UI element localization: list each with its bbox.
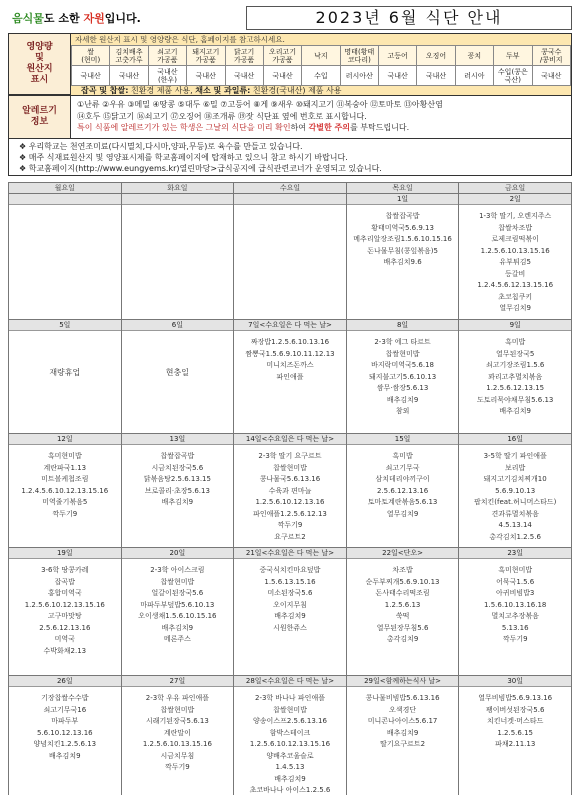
warning-text: 하여 [290, 123, 309, 132]
origin-allergy-panel [8, 33, 572, 95]
menu-items: 2-3학 딸기 요구르트 찹쌀현미밥 콩나물국5.6.13.16 수육과 편마늘 1.2.5.6.10.12.13.16 파인애플1.2.5.6.12.13 깍두기9 요구르트2 [253, 452, 327, 541]
menu-items: 찹쌀잡곡밥 황태미역국5.6.9.13 메추리알장조림1.5.6.10.15.16 돈나물무침(콩잎볶음)5 배추김치9.6 [353, 212, 452, 266]
day-label: 5일 [9, 320, 121, 331]
menu-day-cell [459, 320, 572, 434]
menu-items: 콩나물비빔밥5.6.13.16 오색경단 미니콘나아이스5.6.17 배추김치9 딸기요구르트2 [365, 694, 440, 748]
menu-items: 3-6학 땅콩카레 잡곡밥 홍합미역국 1.2.5.6.10.12.13.15.16 고구마맛탕 2.5.6.12.13.16 미역국 수박화채2.13 [24, 566, 105, 655]
menu-items: 차조밥 순두부찌개5.6.9.10.13 돈사태수리떡조림 1.2.5.6.13 쑥떡 열무된장무침5.6 총각김치9 [365, 566, 440, 643]
slogan-part: 입니다. [104, 12, 141, 25]
origin-item-name: 오리고기 가공품 [263, 46, 301, 66]
day-label [122, 194, 234, 205]
day-label: 22일<단오> [347, 548, 459, 559]
menu-day-cell [346, 676, 459, 795]
menu-items [234, 205, 346, 213]
origin-item-value: 국내산 [379, 66, 417, 86]
origin-item-name: 콩국수 /콩비지 [532, 46, 571, 66]
menu-day-cell [459, 548, 572, 676]
menu-items: 현충일 [165, 368, 189, 377]
day-label: 2일 [459, 194, 571, 205]
menu-week-row [9, 320, 572, 434]
slogan-part: 도 소한 [43, 12, 84, 25]
allergy-warning [77, 122, 565, 134]
menu-items [9, 205, 121, 213]
weekday-header: 목요일 [346, 183, 459, 194]
menu-items: 1-3학 딸기, 오렌지주스 찹쌀차조밥 로제크림떡볶이1.2.5.6.10.13.15.16 유부튀김5 등갈비 1.2.4.5.6.12.13.15.16 초코칩쿠키 열무김치9 [477, 212, 554, 312]
warning-text: 특이 식품에 알레르기가 있는 학생은 그날의 식단을 미리 확인 [77, 123, 291, 132]
organic-grain-label: 잡곡 및 찹쌀: [81, 86, 129, 95]
origin-item-name: 꽁치 [455, 46, 493, 66]
origin-item-value: 수입(콩은 국산) [494, 66, 532, 86]
day-label: 28일<수요일은 다 먹는 날> [234, 676, 346, 687]
day-label: 9일 [459, 320, 571, 331]
menu-table [8, 182, 572, 795]
menu-items [122, 205, 234, 213]
day-label [9, 194, 121, 205]
day-label [234, 194, 346, 205]
page-title: 2023년 6월 식단 안내 [246, 6, 572, 30]
menu-day-cell [9, 434, 122, 548]
menu-week-row [9, 194, 572, 320]
allergy-line: ⑭호두 ⑮닭고기 ⑯쇠고기 ⑰오징어 ⑱조개류 ⑲잣 식단표 옆에 번호로 표시합니다. [77, 111, 367, 121]
menu-items: 중국식치킨마요덮밥 1.5.6.13.15.16 미소된장국5.6 오이지무침 배추김치9 시원한쥬스 [259, 566, 321, 632]
origin-item-value: 국내산 [225, 66, 263, 86]
menu-items: 열무비빔밥5.6.9.13.16 팽이버섯된장국5.6 치킨너겟·머스타드 1.2.5.6.15 파채2.11.13 [478, 694, 553, 748]
origin-item-name: 명태(황태 코다리) [340, 46, 378, 66]
weekday-header: 화요일 [121, 183, 234, 194]
origin-item-value: 러시아 [455, 66, 493, 86]
origin-item-name: 고등어 [379, 46, 417, 66]
origin-item-value: 수입 [302, 66, 340, 86]
day-label: 12일 [9, 434, 121, 445]
weekday-header: 월요일 [9, 183, 122, 194]
slogan-part: 자원 [83, 12, 105, 25]
menu-day-cell [9, 194, 122, 320]
organic-grain-text: 친환경 제품 사용, [128, 86, 196, 95]
day-label: 19일 [9, 548, 121, 559]
day-label: 13일 [122, 434, 234, 445]
origin-item-name: 오징어 [417, 46, 455, 66]
menu-day-cell [346, 434, 459, 548]
menu-items: 3-5학 딸기 파인애플 보리밥 돼지고기김치찌개10 5.6.9.10.13 팝치킨(feat.허니머스타드) 견과류멸치볶음 4.5.13.14 총각김치1.2.5.6 [474, 452, 557, 541]
weekday-header: 수요일 [234, 183, 347, 194]
menu-day-cell [234, 194, 347, 320]
origin-note: 자세한 원산지 표시 및 영양량은 식단, 홈페이지를 참고하시세요. [71, 34, 571, 45]
menu-day-cell [346, 548, 459, 676]
origin-item-name: 두부 [494, 46, 532, 66]
menu-day-cell [459, 434, 572, 548]
allergy-label: 알레르기 정보 [9, 96, 71, 138]
menu-items: 2-3학 에그 타르트 찹쌀현미밥 바지락미역국5.6.18 돼지불고기5.6.10.13 쌈무·쌈장5.6.13 배추김치9 참외 [368, 338, 437, 415]
menu-day-cell [346, 320, 459, 434]
origin-item-value: 국내산 [187, 66, 225, 86]
origin-label: 영양량 및 원산지 표시 [9, 34, 71, 94]
menu-items: 흑미현미밥 계란파국1.13 미트볼케첩조림 1.2.4.5.6.10.12.13.15.16 미역줄기볶음5 깍두기9 [21, 452, 109, 518]
day-label: 23일 [459, 548, 571, 559]
menu-week-row [9, 676, 572, 795]
origin-item-name: 닭고기 가공품 [225, 46, 263, 66]
menu-day-cell [121, 676, 234, 795]
menu-items: 재량휴업 [49, 368, 81, 377]
day-label: 20일 [122, 548, 234, 559]
menu-day-cell [234, 548, 347, 676]
origin-table [71, 45, 571, 86]
slogan-part: 음식물 [12, 12, 44, 25]
page-header [8, 4, 572, 34]
menu-items: 2-3학 우유 파인애플 찹쌀현미밥 시래기된장국5.6.13 계란말이 1.2.5.6.10.13.15.16 시금치무침 깍두기9 [142, 694, 212, 771]
day-label: 29일<함께하는식사 날> [347, 676, 459, 687]
origin-item-value: 국내산 [72, 66, 110, 86]
warning-text: 를 부탁드립니다. [349, 123, 410, 132]
organic-veg-label: 채소 및 과일류: [195, 86, 251, 95]
day-label: 16일 [459, 434, 571, 445]
menu-day-cell [346, 194, 459, 320]
day-label: 6일 [122, 320, 234, 331]
menu-day-cell [121, 320, 234, 434]
menu-day-cell [234, 434, 347, 548]
day-label: 26일 [9, 676, 121, 687]
origin-item-name: 김치배추 고춧가루 [110, 46, 148, 66]
day-label: 8일 [347, 320, 459, 331]
day-label: 14일<수요일은 다 먹는 날> [234, 434, 346, 445]
origin-item-name: 돼지고기 가공품 [187, 46, 225, 66]
organic-note [71, 85, 571, 95]
origin-item-value: 국내산 [263, 66, 301, 86]
menu-day-cell [234, 320, 347, 434]
menu-items: 기장찹쌀수수밥 쇠고기무국16 마파두부 5.6.10.12.13.16 양념치킨1.2.5.6.13 배추김치9 [33, 694, 97, 760]
day-label: 1일 [347, 194, 459, 205]
origin-item-name: 쌀 (현미) [72, 46, 110, 66]
menu-items: 흑미밥 쇠고기무국 삼치데리야끼구이 2.5.6.12.13.16 토마토계란볶음5.6.13 열무김치9 [367, 452, 438, 518]
origin-item-value: 러시아산 [340, 66, 378, 86]
menu-items: 2-3학 아이스크림 찹쌀현미밥 얼갈이된장국5.6 마파두부덮밥5.6.10.13 오이생채1.5.6.10.15.16 배추김치9 메론주스 [138, 566, 217, 643]
allergy-panel [8, 95, 572, 139]
organic-veg-text: 친환경(국내산) 제품 사용 [250, 86, 342, 95]
notice-item: ❖ 우리학교는 천연조미료(다시멸치,다시마,양파,무등)로 육수를 만들고 있습니다. [19, 142, 303, 151]
day-label: 27일 [122, 676, 234, 687]
menu-week-row [9, 548, 572, 676]
menu-items: 흑미밥 열무된장국5 쇠고기장조림1.5.6 꽈리고추멸치볶음 1.2.5.6.12.13.15 도토리묵야채무침5.6.13 배추김치9 [477, 338, 554, 415]
day-label: 7일<수요일은 다 먹는 날> [234, 320, 346, 331]
warning-emphasis: 각별한 주의 [308, 123, 350, 132]
menu-day-cell [121, 548, 234, 676]
origin-item-value: 국내산 [532, 66, 571, 86]
weekday-header: 금요일 [459, 183, 572, 194]
origin-item-name: 쇠고기 가공품 [148, 46, 186, 66]
day-label: 21일<수요일은 다 먹는 날> [234, 548, 346, 559]
origin-item-value: 국내산 [110, 66, 148, 86]
slogan [12, 10, 141, 26]
allergy-line: ①난류 ②우유 ③메밀 ④땅콩 ⑤대두 ⑥밀 ⑦고등어 ⑧게 ⑨새우 ⑩돼지고기 ⑪복숭아 ⑫토마토 ⑬아황산염 [77, 100, 443, 109]
menu-week-row [9, 434, 572, 548]
menu-day-cell [121, 434, 234, 548]
day-label: 30일 [459, 676, 571, 687]
origin-item-value: 국내산 (한우) [148, 66, 186, 86]
menu-day-cell [459, 194, 572, 320]
menu-day-cell [9, 676, 122, 795]
menu-items: 흑미현미밥 어묵국1.5.6 아귀비빔밥3 1.5.6.10.13.16.18 멸치고추장볶음 5.13.16 깍두기9 [484, 566, 547, 643]
menu-items: 찹쌀잡곡밥 시금치된장국5.6 닭볶음탕2.5.6.13.15 브로콜리·초장5.6.13 배추김치9 [143, 452, 211, 506]
notice-panel [8, 139, 572, 176]
origin-item-value: 국내산 [417, 66, 455, 86]
allergy-info [71, 96, 571, 138]
day-label: 15일 [347, 434, 459, 445]
notice-item: ❖ 학교홈페이지(http://www.eungyems.kr)열린마당>급식공지에 급식관련코너가 운영되고 있습니다. [19, 164, 382, 173]
menu-day-cell [234, 676, 347, 795]
menu-items: 2-3학 바나나 파인애플 찹쌀현미밥 양송이스프2.5.6.13.16 함박스테이크 1.2.5.6.10.12.13.15.16 양배추코울슬로 1.4.5.13 배추김치9 초코바나나 아이스1.2.5.6 [249, 694, 331, 794]
notice-item: ❖ 매주 식재료원산지 및 영양표시제를 학교홈페이지에 탑재하고 있으니 참고 하시기 바랍니다. [19, 153, 348, 162]
origin-item-name: 낙지 [302, 46, 340, 66]
menu-items: 짜장밥1.2.5.6.10.13.16 짬뽕국1.5.6.9.10.11.12.13 미니치즈돈까스 파인애플 [245, 338, 335, 381]
menu-day-cell [9, 548, 122, 676]
menu-day-cell [459, 676, 572, 795]
menu-day-cell [9, 320, 122, 434]
menu-day-cell [121, 194, 234, 320]
